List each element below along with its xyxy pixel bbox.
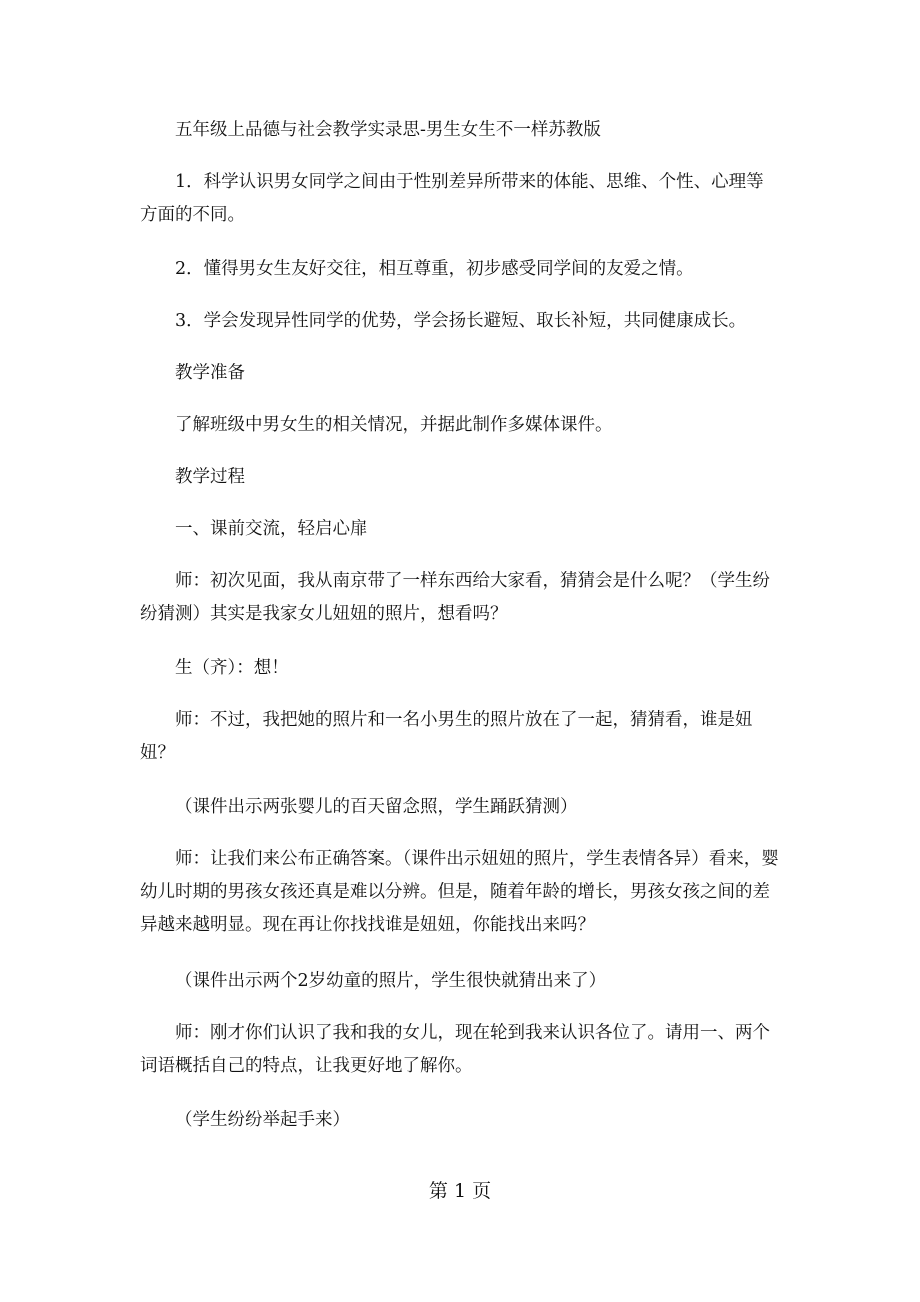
section-subheading-1: 一、课前交流，轻启心扉	[175, 519, 368, 539]
paragraph-dialogue: 生（齐）：想！	[175, 658, 289, 678]
paragraph-objective-3: 3．学会发现异性同学的优势，学会扬长避短、取长补短，共同健康成长。	[175, 311, 747, 331]
paragraph-note: （课件出示两个2岁幼童的照片，学生很快就猜出来了）	[175, 971, 607, 991]
paragraph-objective-2: 2．懂得男女生友好交往，相互尊重，初步感受同学间的友爱之情。	[175, 259, 694, 279]
paragraph-dialogue: 师：初次见面，我从南京带了一样东西给大家看，猜猜会是什么呢？（学生纷纷猜测）其实是我家女儿妞妞的照片，想看吗？	[140, 571, 770, 624]
paragraph-note: （学生纷纷举起手来）	[175, 1110, 350, 1130]
paragraph-preparation: 了解班级中男女生的相关情况，并据此制作多媒体课件。	[175, 415, 613, 435]
paragraph-dialogue: 师：让我们来公布正确答案。（课件出示妞妞的照片，学生表情各异）看来，婴幼儿时期的男孩女孩还真是难以分辨。但是，随着年龄的增长，男孩女孩之间的差异越来越明显。现在再让你找找谁是妞妞，你能找出来吗？	[140, 849, 779, 935]
page-number: 第 1 页	[428, 1180, 492, 1202]
paragraph-note: （课件出示两张婴儿的百天留念照，学生踊跃猜测）	[175, 797, 578, 817]
paragraph-objective-1: 1．科学认识男女同学之间由于性别差异所带来的体能、思维、个性、心理等方面的不同。	[140, 172, 764, 225]
section-heading-process: 教学过程	[175, 467, 245, 487]
section-heading-preparation: 教学准备	[175, 363, 245, 383]
document-title: 五年级上品德与社会教学实录思-男生女生不一样苏教版	[175, 120, 601, 140]
paragraph-dialogue: 师：刚才你们认识了我和我的女儿，现在轮到我来认识各位了。请用一、两个词语概括自己的特点，让我更好地了解你。	[140, 1023, 770, 1076]
paragraph-dialogue: 师：不过，我把她的照片和一名小男生的照片放在了一起，猜猜看，谁是妞妞？	[140, 710, 753, 763]
